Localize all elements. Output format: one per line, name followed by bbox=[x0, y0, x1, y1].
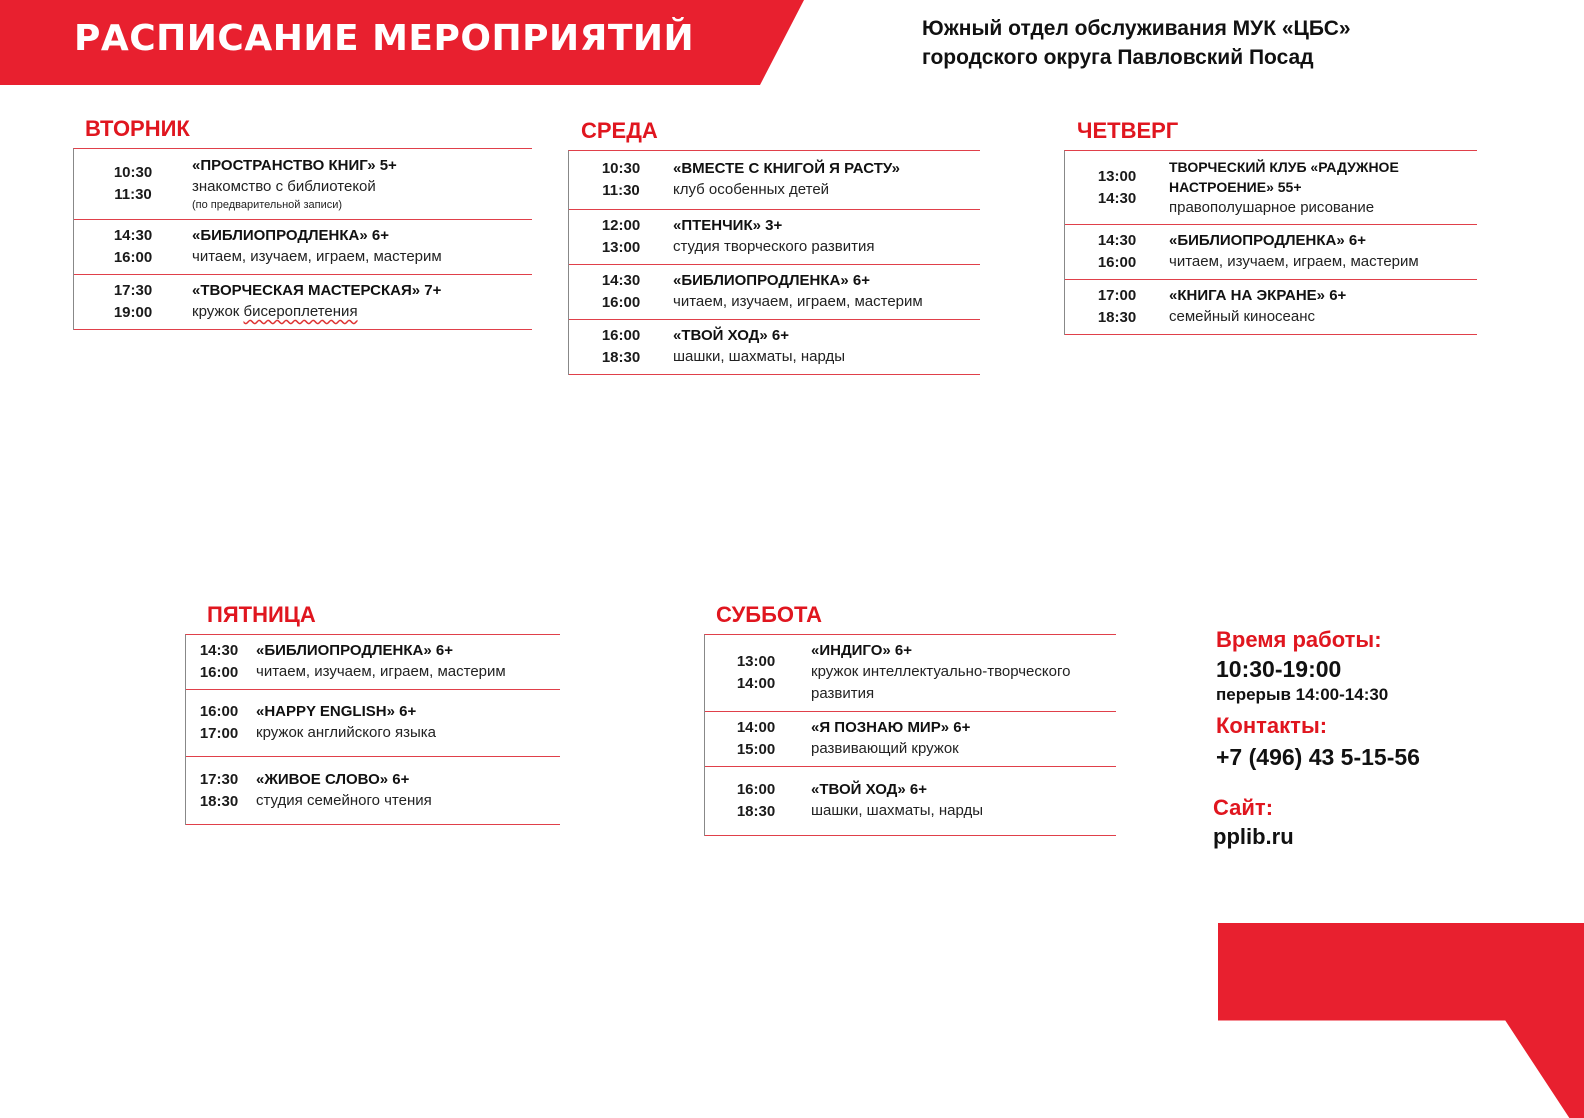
page-title: РАСПИСАНИЕ МЕРОПРИЯТИЙ bbox=[74, 18, 695, 59]
event-info bbox=[1169, 281, 1477, 333]
event-times bbox=[74, 225, 192, 269]
event-info bbox=[807, 636, 1116, 710]
event-end: 18:30 bbox=[601, 349, 641, 366]
event-times bbox=[705, 651, 807, 695]
event-times bbox=[1065, 230, 1169, 274]
event-times bbox=[705, 717, 807, 761]
event-info bbox=[673, 266, 980, 318]
event-end: 16:00 bbox=[1097, 254, 1137, 271]
event-description: читаем, изучаем, играем, мастерим bbox=[673, 293, 923, 310]
event-times bbox=[1065, 166, 1169, 210]
event-start: 16:00 bbox=[601, 327, 641, 344]
event-info bbox=[252, 636, 560, 688]
contacts-label: Контакты: bbox=[1216, 713, 1328, 738]
event-times bbox=[569, 158, 673, 202]
event-row bbox=[186, 757, 560, 825]
event-title: «ТВОЙ ХОД» 6+ bbox=[811, 781, 927, 798]
event-title: «ЖИВОЕ СЛОВО» 6+ bbox=[256, 770, 410, 788]
event-title: «ПРОСТРАНСТВО КНИГ» 5+ bbox=[192, 157, 397, 174]
event-row bbox=[569, 151, 980, 210]
schedule-table bbox=[185, 634, 560, 825]
event-description: знакомство с библиотекой bbox=[192, 178, 376, 195]
day-friday bbox=[185, 602, 560, 825]
event-row bbox=[1065, 280, 1477, 335]
event-end: 11:30 bbox=[114, 186, 152, 203]
event-end: 11:30 bbox=[602, 182, 640, 199]
event-info bbox=[1169, 152, 1477, 224]
event-info bbox=[192, 221, 532, 273]
event-title: ТВОРЧЕСКИЙ КЛУБ «РАДУЖНОЕ НАСТРОЕНИЕ» 55+ bbox=[1169, 158, 1399, 195]
event-start: 10:30 bbox=[601, 160, 641, 177]
event-title: «HAPPY ENGLISH» 6+ bbox=[256, 703, 417, 720]
event-start: 17:30 bbox=[113, 282, 153, 299]
event-title: «БИБЛИОПРОДЛЕНКА» 6+ bbox=[1169, 232, 1366, 249]
event-title: «БИБЛИОПРОДЛЕНКА» 6+ bbox=[673, 272, 870, 289]
event-row bbox=[705, 767, 1116, 836]
event-title: «КНИГА НА ЭКРАНЕ» 6+ bbox=[1169, 287, 1347, 304]
event-times bbox=[1065, 285, 1169, 329]
event-row bbox=[705, 712, 1116, 767]
event-end: 16:00 bbox=[113, 249, 153, 266]
site-label: Сайт: bbox=[1213, 795, 1274, 820]
break-time: перерыв 14:00-14:30 bbox=[1216, 685, 1389, 704]
schedule-table bbox=[568, 150, 980, 375]
event-description bbox=[192, 301, 532, 323]
event-info bbox=[673, 321, 980, 373]
event-title: «БИБЛИОПРОДЛЕНКА» 6+ bbox=[256, 642, 453, 659]
event-start: 12:00 bbox=[601, 217, 641, 234]
event-description: семейный киносеанс bbox=[1169, 308, 1316, 325]
event-times bbox=[569, 270, 673, 314]
day-title: СУББОТА bbox=[716, 602, 822, 627]
event-description: развивающий кружок bbox=[811, 740, 959, 757]
organization-line-1: Южный отдел обслуживания МУК «ЦБС» bbox=[922, 17, 1351, 40]
schedule-table bbox=[73, 148, 532, 330]
day-thursday bbox=[1064, 118, 1477, 335]
event-times bbox=[186, 769, 252, 813]
event-description: правополушарное рисование bbox=[1169, 198, 1375, 216]
schedule-table bbox=[1064, 150, 1477, 335]
day-title: СРЕДА bbox=[581, 118, 658, 143]
event-end: 14:30 bbox=[1097, 189, 1137, 207]
event-row bbox=[74, 149, 532, 220]
event-description: шашки, шахматы, нарды bbox=[811, 802, 984, 819]
event-info bbox=[252, 697, 560, 749]
event-start: 14:00 bbox=[736, 719, 776, 736]
event-info bbox=[252, 765, 560, 817]
event-row bbox=[569, 320, 980, 375]
event-info bbox=[192, 276, 532, 328]
hours-value: 10:30-19:00 bbox=[1216, 656, 1342, 682]
event-end: 18:30 bbox=[199, 792, 239, 810]
event-note: (по предварительной записи) bbox=[192, 199, 343, 211]
event-title: «ТВОРЧЕСКАЯ МАСТЕРСКАЯ» 7+ bbox=[192, 282, 442, 299]
event-description: студия творческого развития bbox=[673, 238, 875, 255]
event-description-underlined: бисероплетения bbox=[243, 303, 358, 320]
schedule-table bbox=[704, 634, 1116, 836]
event-info bbox=[1169, 226, 1477, 278]
event-start: 14:30 bbox=[199, 642, 239, 659]
event-title: «ВМЕСТЕ С КНИГОЙ Я РАСТУ» bbox=[673, 160, 900, 177]
event-description: читаем, изучаем, играем, мастерим bbox=[256, 663, 506, 680]
event-times bbox=[705, 779, 807, 823]
event-start: 10:30 bbox=[113, 164, 153, 181]
decorative-corner-shape bbox=[1218, 923, 1584, 1118]
event-end: 16:00 bbox=[199, 664, 239, 681]
event-times bbox=[569, 215, 673, 259]
info-block bbox=[1213, 626, 1420, 852]
event-start: 14:30 bbox=[1097, 232, 1137, 249]
event-times bbox=[74, 280, 192, 324]
event-start: 13:00 bbox=[736, 653, 776, 670]
event-start: 17:30 bbox=[199, 770, 239, 788]
event-row bbox=[705, 635, 1116, 712]
event-row bbox=[569, 265, 980, 320]
day-saturday bbox=[704, 602, 1116, 836]
event-description: кружок интеллектуально-творческого развития bbox=[811, 663, 1071, 702]
event-row bbox=[74, 220, 532, 275]
event-end: 13:00 bbox=[601, 239, 641, 256]
event-end: 18:30 bbox=[1097, 309, 1137, 326]
event-start: 14:30 bbox=[113, 227, 153, 244]
event-description: читаем, изучаем, играем, мастерим bbox=[192, 248, 442, 265]
event-info bbox=[673, 211, 980, 263]
event-start: 16:00 bbox=[736, 781, 776, 798]
event-row bbox=[1065, 225, 1477, 280]
day-title: ПЯТНИЦА bbox=[207, 602, 316, 627]
event-description-text: кружок bbox=[192, 303, 244, 320]
event-times bbox=[186, 640, 252, 684]
event-start: 14:30 bbox=[601, 272, 641, 289]
event-description: студия семейного чтения bbox=[256, 791, 432, 809]
event-row bbox=[186, 690, 560, 757]
event-row bbox=[569, 210, 980, 265]
event-info bbox=[192, 151, 532, 217]
event-end: 15:00 bbox=[736, 741, 776, 758]
event-row bbox=[186, 635, 560, 690]
event-info bbox=[807, 775, 1116, 827]
day-tuesday bbox=[73, 116, 532, 330]
event-row bbox=[74, 275, 532, 330]
event-title: «БИБЛИОПРОДЛЕНКА» 6+ bbox=[192, 227, 389, 244]
event-times bbox=[74, 162, 192, 206]
event-title: «ИНДИГО» 6+ bbox=[811, 642, 913, 659]
event-end: 19:00 bbox=[113, 304, 153, 321]
hours-label: Время работы: bbox=[1216, 627, 1382, 652]
event-info bbox=[673, 154, 980, 206]
event-start: 16:00 bbox=[199, 703, 239, 720]
event-title: «ПТЕНЧИК» 3+ bbox=[673, 217, 783, 234]
event-times bbox=[186, 701, 252, 745]
event-end: 16:00 bbox=[601, 294, 641, 311]
event-description: шашки, шахматы, нарды bbox=[673, 348, 846, 365]
day-wednesday bbox=[568, 118, 980, 375]
event-times bbox=[569, 325, 673, 369]
event-description: клуб особенных детей bbox=[673, 181, 830, 198]
phone-number: +7 (496) 43 5-15-56 bbox=[1216, 744, 1420, 770]
event-title: «Я ПОЗНАЮ МИР» 6+ bbox=[811, 719, 971, 736]
event-end: 17:00 bbox=[199, 725, 239, 742]
event-title: «ТВОЙ ХОД» 6+ bbox=[673, 327, 789, 344]
organization-name bbox=[922, 14, 1351, 72]
site-link[interactable]: pplib.ru bbox=[1213, 824, 1294, 849]
event-info bbox=[807, 713, 1116, 765]
organization-line-2: городского округа Павловский Посад bbox=[922, 46, 1314, 69]
event-row bbox=[1065, 151, 1477, 225]
event-start: 17:00 bbox=[1097, 287, 1137, 304]
event-start: 13:00 bbox=[1097, 167, 1137, 185]
event-description: кружок английского языка bbox=[256, 724, 437, 741]
event-end: 18:30 bbox=[736, 803, 776, 820]
day-title: ЧЕТВЕРГ bbox=[1077, 118, 1179, 143]
day-title: ВТОРНИК bbox=[85, 116, 190, 141]
event-description: читаем, изучаем, играем, мастерим bbox=[1169, 253, 1419, 270]
event-end: 14:00 bbox=[736, 675, 776, 692]
